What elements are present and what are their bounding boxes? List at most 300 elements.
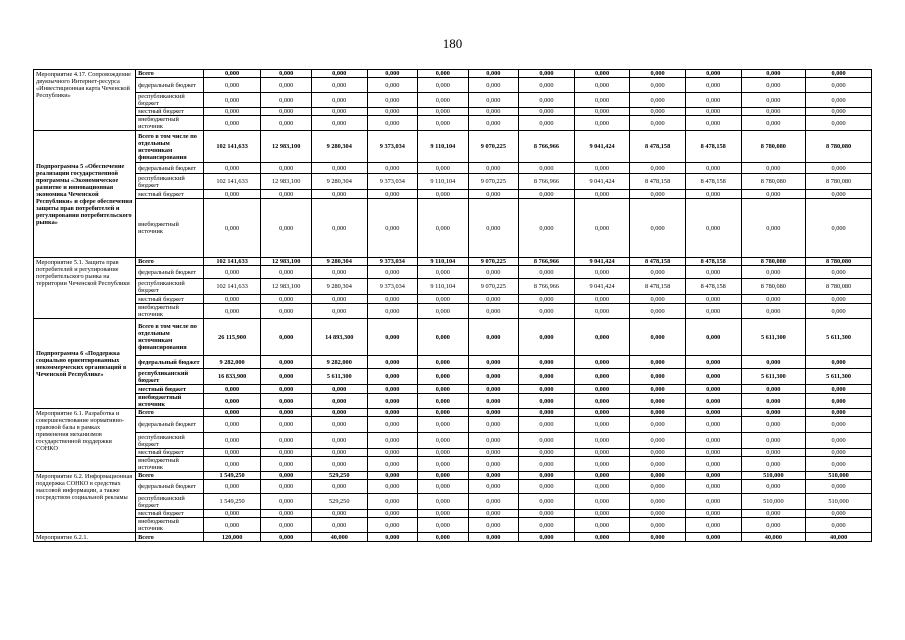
table-row (34, 518, 872, 533)
amount-cell: 1 549,250 (203, 494, 261, 510)
amount-cell: 0,000 (203, 108, 261, 116)
table-row (34, 449, 872, 457)
amount-cell: 0,000 (261, 472, 312, 480)
amount-cell: 0,000 (418, 199, 469, 258)
amount-cell: 0,000 (367, 518, 418, 533)
page-number: 180 (442, 36, 463, 51)
amount-cell: 0,000 (261, 190, 312, 199)
amount-cell: 0,000 (630, 510, 686, 518)
amount-cell: 9 282,000 (311, 356, 367, 369)
table-row (34, 409, 872, 417)
amount-cell: 0,000 (519, 472, 575, 480)
amount-cell: 9 280,304 (311, 258, 367, 266)
table-row (34, 394, 872, 409)
amount-cell: 0,000 (311, 433, 367, 449)
amount-cell: 0,000 (418, 319, 469, 356)
amount-cell: 0,000 (418, 480, 469, 494)
amount-cell: 0,000 (519, 385, 575, 394)
amount-cell: 0,000 (806, 510, 872, 518)
amount-cell: 0,000 (418, 108, 469, 116)
amount-cell: 0,000 (367, 266, 418, 279)
amount-cell: 0,000 (630, 295, 686, 304)
amount-cell: 0,000 (311, 295, 367, 304)
amount-cell: 8 780,080 (806, 174, 872, 190)
funding-source-cell: местный бюджет (136, 449, 204, 457)
amount-cell: 0,000 (519, 518, 575, 533)
table-row (34, 279, 872, 295)
amount-cell: 0,000 (519, 457, 575, 472)
amount-cell: 0,000 (741, 304, 806, 319)
amount-cell: 0,000 (741, 108, 806, 116)
program-name-cell: Подпрограмма 6 «Поддержка социально ориентированных некоммерческих организаций в Чеченской Республике» (34, 319, 136, 409)
amount-cell: 0,000 (367, 385, 418, 394)
amount-cell: 0,000 (741, 93, 806, 108)
amount-cell: 0,000 (574, 518, 630, 533)
funding-source-cell: Всего в том числе по отдельным источникам финансирования (136, 131, 204, 163)
amount-cell: 0,000 (630, 266, 686, 279)
funding-source-cell: республиканский бюджет (136, 93, 204, 108)
amount-cell: 0,000 (367, 409, 418, 417)
amount-cell: 0,000 (311, 518, 367, 533)
amount-cell: 0,000 (418, 409, 469, 417)
amount-cell: 0,000 (519, 369, 575, 385)
amount-cell: 0,000 (685, 494, 741, 510)
amount-cell: 9 280,304 (311, 131, 367, 163)
table-row (34, 295, 872, 304)
amount-cell: 9 110,104 (418, 131, 469, 163)
amount-cell: 0,000 (574, 449, 630, 457)
funding-source-cell: местный бюджет (136, 295, 204, 304)
amount-cell: 0,000 (468, 319, 519, 356)
amount-cell: 0,000 (367, 93, 418, 108)
amount-cell: 0,000 (261, 480, 312, 494)
amount-cell: 0,000 (741, 385, 806, 394)
amount-cell: 0,000 (574, 190, 630, 199)
table-row (34, 480, 872, 494)
amount-cell: 0,000 (574, 433, 630, 449)
amount-cell: 8 478,158 (630, 258, 686, 266)
amount-cell: 0,000 (806, 266, 872, 279)
amount-cell: 40,000 (741, 533, 806, 542)
amount-cell: 40,000 (311, 533, 367, 542)
amount-cell: 0,000 (468, 394, 519, 409)
funding-source-cell: республиканский бюджет (136, 174, 204, 190)
funding-source-cell: внебюджетный источник (136, 116, 204, 131)
funding-source-cell: внебюджетный источник (136, 304, 204, 319)
amount-cell: 40,000 (806, 533, 872, 542)
table-row (34, 258, 872, 266)
amount-cell: 0,000 (574, 93, 630, 108)
amount-cell: 0,000 (418, 510, 469, 518)
amount-cell: 0,000 (468, 449, 519, 457)
amount-cell: 0,000 (418, 116, 469, 131)
amount-cell: 0,000 (418, 93, 469, 108)
table-row (34, 356, 872, 369)
amount-cell: 9 373,034 (367, 279, 418, 295)
funding-source-cell: местный бюджет (136, 190, 204, 199)
amount-cell: 16 833,900 (203, 369, 261, 385)
table-row (34, 369, 872, 385)
amount-cell: 0,000 (311, 78, 367, 93)
amount-cell: 9 110,104 (418, 279, 469, 295)
amount-cell: 8 780,080 (741, 279, 806, 295)
amount-cell: 510,000 (806, 494, 872, 510)
program-name-cell: Мероприятие 6.2.1. (34, 533, 136, 542)
table-row (34, 266, 872, 279)
amount-cell: 0,000 (741, 356, 806, 369)
table-row (34, 93, 872, 108)
table-row (34, 510, 872, 518)
amount-cell: 0,000 (203, 190, 261, 199)
amount-cell: 0,000 (574, 510, 630, 518)
amount-cell: 0,000 (468, 108, 519, 116)
amount-cell: 1 549,250 (203, 472, 261, 480)
amount-cell: 0,000 (806, 417, 872, 433)
amount-cell: 0,000 (806, 304, 872, 319)
table-row (34, 304, 872, 319)
amount-cell: 0,000 (741, 70, 806, 78)
amount-cell: 0,000 (367, 433, 418, 449)
amount-cell: 0,000 (630, 472, 686, 480)
amount-cell: 9 041,424 (574, 279, 630, 295)
amount-cell: 0,000 (806, 449, 872, 457)
amount-cell: 0,000 (519, 417, 575, 433)
amount-cell: 0,000 (311, 457, 367, 472)
table-row (34, 533, 872, 542)
amount-cell: 0,000 (741, 199, 806, 258)
amount-cell: 0,000 (685, 433, 741, 449)
amount-cell: 0,000 (685, 457, 741, 472)
amount-cell: 0,000 (519, 70, 575, 78)
amount-cell: 0,000 (685, 409, 741, 417)
amount-cell: 0,000 (468, 78, 519, 93)
amount-cell: 0,000 (311, 266, 367, 279)
amount-cell: 0,000 (630, 304, 686, 319)
amount-cell: 0,000 (574, 409, 630, 417)
amount-cell: 0,000 (574, 304, 630, 319)
amount-cell: 0,000 (806, 394, 872, 409)
amount-cell: 0,000 (468, 116, 519, 131)
amount-cell: 0,000 (468, 70, 519, 78)
amount-cell: 0,000 (203, 304, 261, 319)
funding-source-cell: Всего (136, 533, 204, 542)
amount-cell: 9 041,424 (574, 258, 630, 266)
amount-cell: 0,000 (519, 533, 575, 542)
amount-cell: 0,000 (685, 70, 741, 78)
amount-cell: 0,000 (418, 433, 469, 449)
amount-cell: 0,000 (468, 295, 519, 304)
amount-cell: 529,250 (311, 494, 367, 510)
amount-cell: 0,000 (806, 199, 872, 258)
amount-cell: 0,000 (519, 108, 575, 116)
amount-cell: 0,000 (367, 510, 418, 518)
amount-cell: 0,000 (468, 480, 519, 494)
program-name-cell: Мероприятие 5.1. Защита прав потребителей и регулирование потребительского рынка на территории Чеченской Республики (34, 258, 136, 319)
amount-cell: 0,000 (630, 190, 686, 199)
amount-cell: 9 110,104 (418, 258, 469, 266)
amount-cell: 0,000 (574, 199, 630, 258)
amount-cell: 0,000 (261, 385, 312, 394)
amount-cell: 0,000 (367, 78, 418, 93)
amount-cell: 0,000 (468, 304, 519, 319)
amount-cell: 0,000 (630, 533, 686, 542)
amount-cell: 0,000 (468, 409, 519, 417)
amount-cell: 0,000 (806, 385, 872, 394)
amount-cell: 0,000 (574, 494, 630, 510)
table-row (34, 199, 872, 258)
amount-cell: 0,000 (574, 356, 630, 369)
amount-cell: 0,000 (685, 385, 741, 394)
amount-cell: 0,000 (311, 449, 367, 457)
amount-cell: 0,000 (367, 163, 418, 174)
amount-cell: 9 070,225 (468, 174, 519, 190)
amount-cell: 0,000 (367, 480, 418, 494)
amount-cell: 0,000 (468, 518, 519, 533)
amount-cell: 0,000 (418, 533, 469, 542)
amount-cell: 0,000 (203, 70, 261, 78)
amount-cell: 0,000 (261, 163, 312, 174)
amount-cell: 0,000 (741, 480, 806, 494)
amount-cell: 0,000 (806, 457, 872, 472)
amount-cell: 8 478,158 (630, 131, 686, 163)
amount-cell: 0,000 (468, 190, 519, 199)
amount-cell: 0,000 (468, 356, 519, 369)
funding-source-cell: федеральный бюджет (136, 266, 204, 279)
amount-cell: 8 780,080 (806, 131, 872, 163)
amount-cell: 0,000 (685, 78, 741, 93)
amount-cell: 0,000 (203, 449, 261, 457)
amount-cell: 0,000 (468, 472, 519, 480)
amount-cell: 8 478,158 (685, 174, 741, 190)
amount-cell: 8 478,158 (630, 174, 686, 190)
amount-cell: 0,000 (685, 356, 741, 369)
amount-cell: 0,000 (367, 472, 418, 480)
amount-cell: 0,000 (261, 78, 312, 93)
amount-cell: 12 983,100 (261, 131, 312, 163)
amount-cell: 0,000 (468, 533, 519, 542)
amount-cell: 0,000 (574, 394, 630, 409)
amount-cell: 0,000 (574, 369, 630, 385)
amount-cell: 0,000 (741, 433, 806, 449)
amount-cell: 0,000 (806, 518, 872, 533)
amount-cell: 0,000 (468, 457, 519, 472)
amount-cell: 9 070,225 (468, 131, 519, 163)
table-row (34, 131, 872, 163)
amount-cell: 0,000 (685, 472, 741, 480)
funding-source-cell: местный бюджет (136, 108, 204, 116)
amount-cell: 0,000 (685, 319, 741, 356)
amount-cell: 120,000 (203, 533, 261, 542)
amount-cell: 5 611,300 (311, 369, 367, 385)
amount-cell: 0,000 (519, 304, 575, 319)
amount-cell: 0,000 (574, 266, 630, 279)
funding-source-cell: Всего (136, 70, 204, 78)
funding-source-cell: Всего (136, 409, 204, 417)
amount-cell: 0,000 (630, 480, 686, 494)
amount-cell: 0,000 (574, 457, 630, 472)
amount-cell: 0,000 (418, 518, 469, 533)
amount-cell: 0,000 (311, 304, 367, 319)
funding-source-cell: республиканский бюджет (136, 279, 204, 295)
amount-cell: 26 115,900 (203, 319, 261, 356)
amount-cell: 0,000 (418, 70, 469, 78)
amount-cell: 102 141,633 (203, 279, 261, 295)
table-row (34, 319, 872, 356)
table-row (34, 70, 872, 78)
amount-cell: 12 983,100 (261, 174, 312, 190)
amount-cell: 0,000 (311, 385, 367, 394)
amount-cell: 5 611,300 (806, 369, 872, 385)
amount-cell: 0,000 (806, 356, 872, 369)
amount-cell: 0,000 (630, 116, 686, 131)
amount-cell: 0,000 (203, 199, 261, 258)
amount-cell: 0,000 (261, 319, 312, 356)
amount-cell: 0,000 (741, 295, 806, 304)
amount-cell: 0,000 (418, 190, 469, 199)
amount-cell: 0,000 (574, 78, 630, 93)
amount-cell: 0,000 (574, 295, 630, 304)
amount-cell: 0,000 (630, 433, 686, 449)
amount-cell: 9 280,304 (311, 174, 367, 190)
amount-cell: 510,000 (741, 494, 806, 510)
funding-source-cell: местный бюджет (136, 510, 204, 518)
amount-cell: 0,000 (806, 108, 872, 116)
amount-cell: 0,000 (685, 116, 741, 131)
amount-cell: 0,000 (311, 417, 367, 433)
amount-cell: 0,000 (203, 78, 261, 93)
amount-cell: 0,000 (203, 385, 261, 394)
amount-cell: 0,000 (261, 433, 312, 449)
amount-cell: 0,000 (806, 480, 872, 494)
amount-cell: 102 141,633 (203, 131, 261, 163)
amount-cell: 0,000 (468, 199, 519, 258)
amount-cell: 0,000 (261, 304, 312, 319)
amount-cell: 0,000 (367, 304, 418, 319)
amount-cell: 0,000 (261, 457, 312, 472)
amount-cell: 8 478,158 (685, 258, 741, 266)
amount-cell: 0,000 (203, 433, 261, 449)
amount-cell: 529,250 (311, 472, 367, 480)
amount-cell: 0,000 (203, 518, 261, 533)
funding-source-cell: республиканский бюджет (136, 433, 204, 449)
program-name-cell: Подпрограмма 5 «Обеспечение реализации государственной программы «Экономическое развитие и инновационная экономика Чеченской Республики» и сфере обеспечения защиты прав потребителей и регулирования потребительского рынка» (34, 131, 136, 258)
funding-source-cell: федеральный бюджет (136, 78, 204, 93)
amount-cell: 0,000 (741, 163, 806, 174)
amount-cell: 0,000 (468, 510, 519, 518)
amount-cell: 0,000 (367, 494, 418, 510)
table-row (34, 108, 872, 116)
amount-cell: 0,000 (519, 409, 575, 417)
amount-cell: 0,000 (741, 190, 806, 199)
amount-cell: 0,000 (203, 394, 261, 409)
amount-cell: 0,000 (261, 394, 312, 409)
amount-cell: 0,000 (468, 385, 519, 394)
amount-cell: 0,000 (468, 163, 519, 174)
amount-cell: 0,000 (367, 319, 418, 356)
amount-cell: 0,000 (519, 433, 575, 449)
amount-cell: 0,000 (519, 266, 575, 279)
amount-cell: 8 780,080 (806, 258, 872, 266)
amount-cell: 0,000 (574, 319, 630, 356)
amount-cell: 12 983,100 (261, 279, 312, 295)
amount-cell: 0,000 (261, 417, 312, 433)
funding-source-cell: внебюджетный источник (136, 394, 204, 409)
amount-cell: 0,000 (418, 266, 469, 279)
amount-cell: 0,000 (519, 510, 575, 518)
amount-cell: 0,000 (367, 394, 418, 409)
amount-cell: 0,000 (685, 163, 741, 174)
amount-cell: 0,000 (367, 70, 418, 78)
amount-cell: 0,000 (630, 70, 686, 78)
table-row (34, 417, 872, 433)
amount-cell: 0,000 (630, 449, 686, 457)
amount-cell: 0,000 (311, 409, 367, 417)
amount-cell: 0,000 (367, 295, 418, 304)
amount-cell: 0,000 (203, 409, 261, 417)
amount-cell: 0,000 (418, 494, 469, 510)
amount-cell: 0,000 (519, 356, 575, 369)
amount-cell: 0,000 (261, 369, 312, 385)
amount-cell: 9 282,000 (203, 356, 261, 369)
amount-cell: 0,000 (418, 369, 469, 385)
amount-cell: 0,000 (418, 385, 469, 394)
amount-cell: 9 373,034 (367, 174, 418, 190)
amount-cell: 0,000 (367, 417, 418, 433)
funding-source-cell: внебюджетный источник (136, 199, 204, 258)
amount-cell: 0,000 (685, 533, 741, 542)
table-row (34, 385, 872, 394)
funding-source-cell: федеральный бюджет (136, 163, 204, 174)
amount-cell: 0,000 (574, 70, 630, 78)
amount-cell: 0,000 (418, 472, 469, 480)
table-row (34, 116, 872, 131)
amount-cell: 14 893,300 (311, 319, 367, 356)
amount-cell: 0,000 (806, 409, 872, 417)
amount-cell: 8 780,080 (806, 279, 872, 295)
amount-cell: 0,000 (574, 116, 630, 131)
amount-cell: 9 373,034 (367, 258, 418, 266)
amount-cell: 0,000 (418, 78, 469, 93)
amount-cell: 9 041,424 (574, 174, 630, 190)
amount-cell: 0,000 (261, 266, 312, 279)
amount-cell: 0,000 (519, 190, 575, 199)
amount-cell: 0,000 (261, 70, 312, 78)
amount-cell: 0,000 (519, 494, 575, 510)
amount-cell: 0,000 (261, 510, 312, 518)
amount-cell: 0,000 (574, 163, 630, 174)
amount-cell: 0,000 (468, 494, 519, 510)
amount-cell: 0,000 (367, 190, 418, 199)
program-name-cell: Мероприятие 4.17. Сопровождение двуязычного Интернет-ресурса «Инвестиционная карта Чеченской Республики» (34, 70, 136, 131)
amount-cell: 0,000 (367, 457, 418, 472)
amount-cell: 0,000 (519, 93, 575, 108)
amount-cell: 0,000 (685, 190, 741, 199)
amount-cell: 0,000 (311, 70, 367, 78)
amount-cell: 0,000 (519, 199, 575, 258)
amount-cell: 0,000 (367, 199, 418, 258)
amount-cell: 0,000 (418, 163, 469, 174)
amount-cell: 0,000 (203, 116, 261, 131)
amount-cell: 0,000 (685, 199, 741, 258)
amount-cell: 102 141,633 (203, 258, 261, 266)
amount-cell: 0,000 (685, 510, 741, 518)
amount-cell: 0,000 (574, 533, 630, 542)
amount-cell: 0,000 (806, 433, 872, 449)
amount-cell: 0,000 (468, 433, 519, 449)
amount-cell: 0,000 (630, 319, 686, 356)
amount-cell: 0,000 (261, 494, 312, 510)
amount-cell: 0,000 (630, 78, 686, 93)
